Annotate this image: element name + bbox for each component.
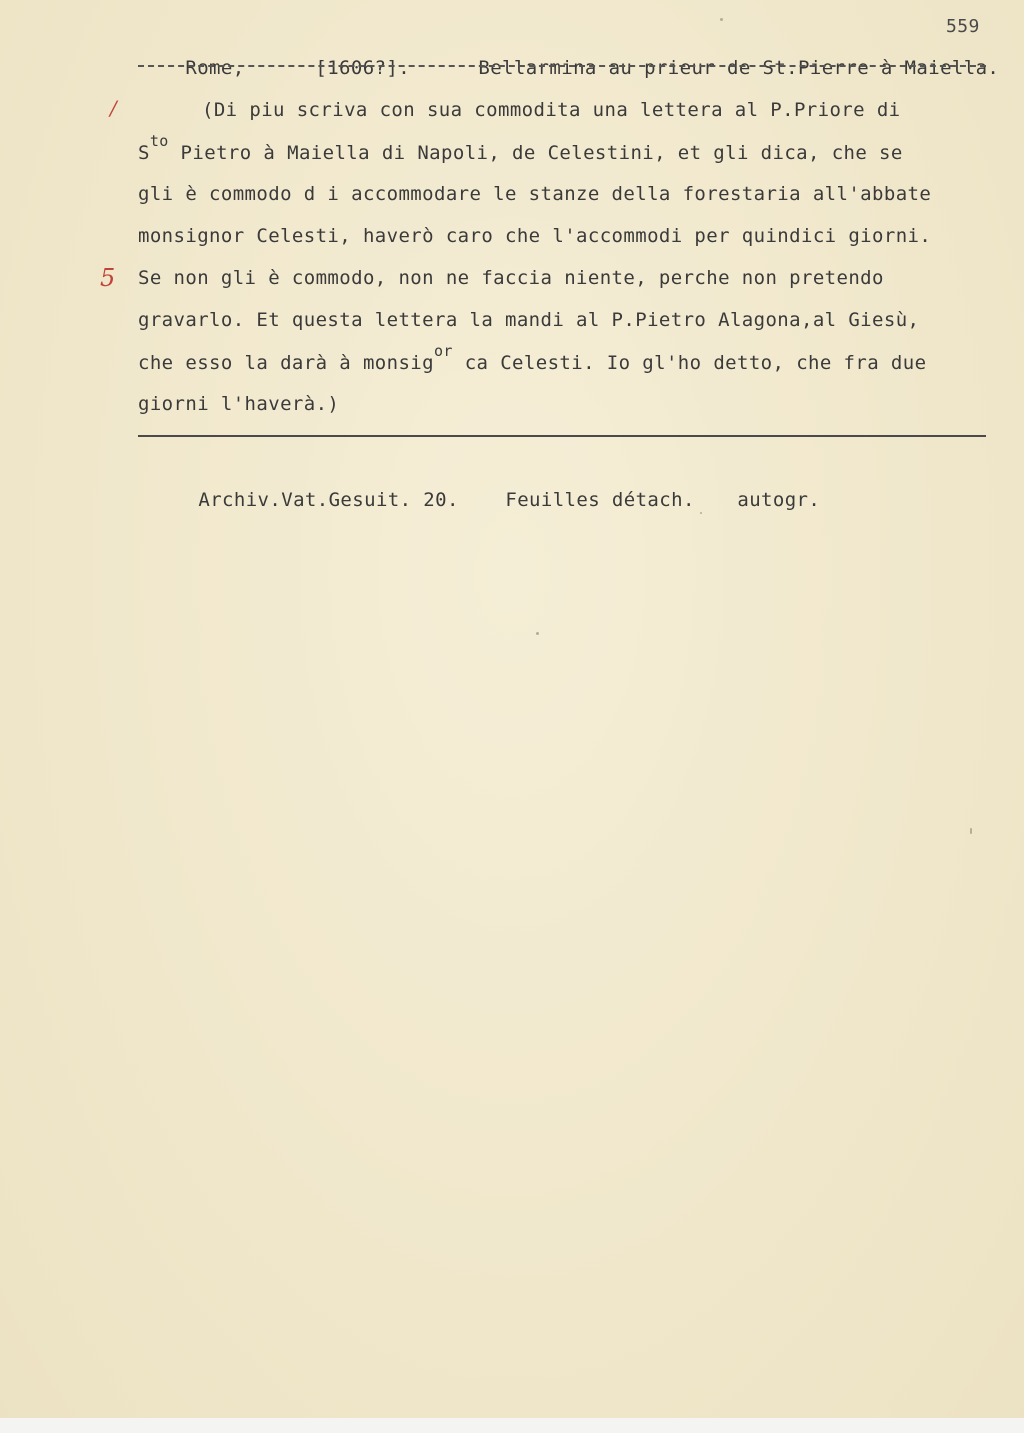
letter-line-4: monsignor Celesti, haverò caro che l'accommodi per quindici giorni. <box>138 225 932 247</box>
letter-line-3: gli è commodo d i accommodare le stanze della forestaria all'abbate <box>138 183 932 205</box>
letter-line-7 <box>138 342 927 374</box>
line2-rest: Pietro à Maiella di Napoli, de Celestini, et gli dica, che se <box>168 142 903 164</box>
heading-place: Rome, <box>185 57 245 79</box>
heading-date: [1606?]. <box>315 57 411 79</box>
line7-superscript: or <box>433 342 453 360</box>
source-note: autogr. <box>737 489 821 511</box>
letter-line-1: (Di piu scriva con sua commodita una lettera al P.Priore di <box>202 99 901 121</box>
paper-speck <box>970 828 972 834</box>
paper-speck <box>720 18 723 21</box>
source-location: Feuilles détach. <box>505 489 695 511</box>
source-archive: Archiv.Vat.Gesuit. 20. <box>198 489 459 511</box>
margin-line-marker-5: 5 <box>100 264 116 292</box>
paper-speck <box>700 512 702 514</box>
letter-heading <box>138 35 999 101</box>
letter-line-5: Se non gli è commodo, non ne faccia niente, perche non pretendo <box>138 267 884 289</box>
heading-divider <box>138 65 986 67</box>
letter-line-6: gravarlo. Et questa lettera la mandi al P.Pietro Alagona,al Giesù, <box>138 309 920 331</box>
line2-prefix: S <box>138 142 150 164</box>
line7-prefix: che esso la darà à monsig <box>138 352 434 374</box>
paper-speck <box>536 632 539 635</box>
scan-bottom-edge <box>0 1418 1024 1433</box>
line7-rest: ca Celesti. Io gl'ho detto, che fra due <box>452 352 927 374</box>
letter-line-2 <box>138 132 903 164</box>
letter-line-8: giorni l'haverà.) <box>138 393 340 415</box>
line2-superscript: to <box>149 132 169 150</box>
page-number: 559 <box>946 16 980 37</box>
heading-title: Bellarmina au prieur de St.Pierre à Maiella. <box>478 57 1000 79</box>
margin-line-marker-1: / <box>110 96 117 120</box>
footer-divider <box>138 435 986 437</box>
source-citation <box>151 467 820 533</box>
